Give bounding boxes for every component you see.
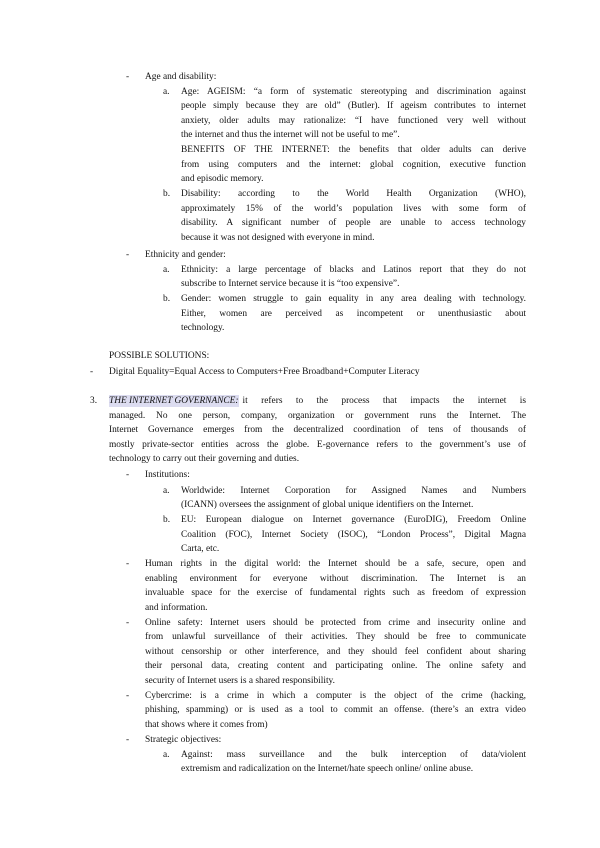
text-line: (ICANN) oversees the assignment of global unique identifiers on the Internet.	[181, 500, 474, 510]
text-line: Cybercrime: is a crime in which a computer is the object of the crime (hacking,	[145, 691, 526, 701]
governance-title: THE INTERNET GOVERNANCE:	[109, 396, 239, 406]
text-line: EU: European dialogue on Internet governance (EuroDIG), Freedom Online	[181, 515, 526, 525]
section-heading-age-disability: Age and disability:	[145, 72, 217, 82]
text-line: it refers to the process that impacts the internet is	[242, 396, 526, 406]
text-line: disability. A significant number of people are unable to access technology	[181, 218, 526, 228]
text-line: Disability: according to the World Health Organization (WHO),	[181, 189, 526, 199]
text-line: and information.	[145, 603, 208, 613]
text-line: managed. No one person, company, organization or government runs the Internet. The	[109, 411, 526, 421]
text-line: people simply because they are old” (Butler). If ageism contributes to internet	[181, 101, 526, 111]
text-line: because it was not designed with everyone in mind.	[181, 233, 375, 243]
text-line: anxiety, older adults may rationalize: “I have functioned very well without	[181, 116, 526, 126]
text-line: that shows where it comes from)	[145, 720, 268, 730]
text-line: enabling environment for everyone without discrimination. The Internet is an	[145, 574, 526, 584]
text-line: Gender: women struggle to gain equality in any area dealing with technology.	[181, 294, 526, 304]
list-marker: b.	[163, 515, 171, 525]
text-line: Coalition (FOC), Internet Society (ISOC), “London Process”, Digital Magna	[181, 530, 526, 540]
text-line: technology.	[181, 323, 225, 333]
institutions-heading: Institutions:	[145, 470, 190, 480]
bullet-dash: -	[126, 72, 130, 82]
bullet-dash: -	[126, 250, 130, 260]
list-marker: a.	[163, 87, 170, 97]
text-line: from unlawful surveillance of their activities. They should be free to communicate	[145, 632, 526, 642]
text-line: without censorship or other interference, and they should feel confident about sharing	[145, 647, 526, 657]
text-line: and episodic memory.	[181, 174, 264, 184]
list-marker: a.	[163, 486, 170, 496]
text-line: from using computers and the internet: global cognition, executive function	[181, 160, 526, 170]
text-line: Internet Governance emerges from the decentralized coordination of tens of thousands of	[109, 425, 526, 435]
text-line: Against: mass surveillance and the bulk interception of data/violent	[181, 750, 526, 760]
possible-solutions-item: Digital Equality=Equal Access to Computers+Free Broadband+Computer Literacy	[109, 367, 420, 377]
text-line: their personal data, creating content and participating online. The online safety and	[145, 661, 526, 671]
list-marker: b.	[163, 189, 171, 199]
governance-first-line	[109, 395, 526, 407]
bullet-dash: -	[126, 691, 130, 701]
text-line: invaluable space for the exercise of fundamental rights such as freedom of expression	[145, 588, 526, 598]
bullet-dash: -	[90, 367, 94, 377]
text-line: approximately 15% of the world’s population lives with some form of	[181, 204, 526, 214]
possible-solutions-heading: POSSIBLE SOLUTIONS:	[109, 351, 210, 361]
text-line: Online safety: Internet users should be protected from crime and insecurity online and	[145, 618, 526, 628]
text-line: the internet and thus the internet will not be useful to me”.	[181, 130, 400, 140]
section-heading-ethnicity-gender: Ethnicity and gender:	[145, 250, 226, 260]
text-line: Carta, etc.	[181, 544, 220, 554]
text-line: technology to carry out their governing and duties.	[109, 454, 300, 464]
strategic-objectives-heading: Strategic objectives:	[145, 735, 222, 745]
text-line: Human rights in the digital world: the Internet should be a safe, secure, open and	[145, 559, 526, 569]
text-line: Age: AGEISM: “a form of systematic stereotyping and discrimination against	[181, 87, 526, 97]
text-line: BENEFITS OF THE INTERNET: the benefits that older adults can derive	[181, 145, 526, 155]
text-line: Worldwide: Internet Corporation for Assigned Names and Numbers	[181, 486, 526, 496]
text-line: mostly private-sector entities across the globe. E-governance refers to the government’s use of	[109, 440, 526, 450]
bullet-dash: -	[126, 559, 130, 569]
text-line: Either, women are perceived as incompetent or unenthusiastic about	[181, 309, 526, 319]
bullet-dash: -	[126, 470, 130, 480]
list-marker: b.	[163, 294, 171, 304]
bullet-dash: -	[126, 618, 130, 628]
section-number: 3.	[90, 396, 98, 406]
list-marker: a.	[163, 750, 170, 760]
text-line: extremism and radicalization on the Internet/hate speech online/ online abuse.	[181, 764, 474, 774]
text-line: phishing, spamming) or is used as a tool to commit an offense. (there’s an extra video	[145, 705, 526, 715]
text-line: Ethnicity: a large percentage of blacks and Latinos report that they do not	[181, 265, 526, 275]
text-line: security of Internet users is a shared responsibility.	[145, 676, 335, 686]
list-marker: a.	[163, 265, 170, 275]
bullet-dash: -	[126, 735, 130, 745]
text-line: subscribe to Internet service because it is “too expensive”.	[181, 279, 400, 289]
